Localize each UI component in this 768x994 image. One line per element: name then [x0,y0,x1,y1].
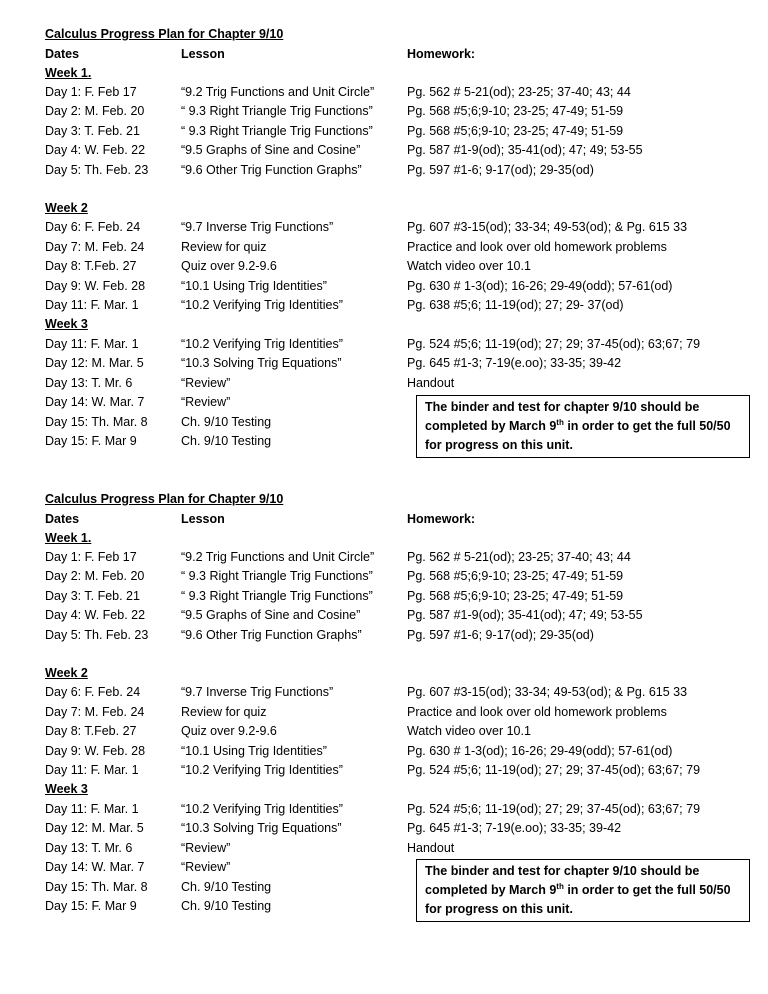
row-lesson: “10.2 Verifying Trig Identities” [181,298,343,312]
row-date: Day 15: F. Mar 9 [45,434,137,448]
row-lesson: “ 9.3 Right Triangle Trig Functions” [181,124,373,138]
row-date: Day 14: W. Mar. 7 [45,395,145,409]
row-lesson: Quiz over 9.2-9.6 [181,259,277,273]
row-homework: Pg. 568 #5;6;9-10; 23-25; 47-49; 51-59 [407,589,624,603]
row-date: Day 8: T.Feb. 27 [45,724,137,738]
row-lesson: Review for quiz [181,705,267,719]
row-homework: Pg. 568 #5;6;9-10; 23-25; 47-49; 51-59 [407,104,624,118]
note-superscript: th [556,417,564,427]
week-label: Week 2 [45,201,88,215]
row-homework: Pg. 607 #3-15(od); 33-34; 49-53(od); & Pg. 615 33 [407,685,688,699]
row-homework: Handout [407,841,455,855]
row-date: Day 15: Th. Mar. 8 [45,415,148,429]
completion-note-box [416,859,750,922]
row-date: Day 12: M. Mar. 5 [45,356,144,370]
row-lesson: “Review” [181,376,231,390]
row-homework: Pg. 607 #3-15(od); 33-34; 49-53(od); & Pg. 615 33 [407,220,688,234]
header-lesson: Lesson [181,47,225,61]
row-date: Day 4: W. Feb. 22 [45,143,146,157]
row-lesson: “Review” [181,841,231,855]
row-date: Day 13: T. Mr. 6 [45,841,133,855]
row-homework: Pg. 568 #5;6;9-10; 23-25; 47-49; 51-59 [407,124,624,138]
row-lesson: “10.2 Verifying Trig Identities” [181,763,343,777]
row-homework: Pg. 638 #5;6; 11-19(od); 27; 29- 37(od) [407,298,624,312]
row-date: Day 15: F. Mar 9 [45,899,137,913]
header-lesson: Lesson [181,512,225,526]
row-date: Day 3: T. Feb. 21 [45,589,140,603]
row-date: Day 5: Th. Feb. 23 [45,628,149,642]
row-lesson: “10.2 Verifying Trig Identities” [181,337,343,351]
note-text-end: in order to get the full 50/50 for progress on this unit. [425,419,731,452]
row-lesson: Ch. 9/10 Testing [181,434,272,448]
header-dates: Dates [45,47,80,61]
note-text-end: in order to get the full 50/50 for progress on this unit. [425,883,731,916]
week-label: Week 3 [45,317,88,331]
row-homework: Pg. 597 #1-6; 9-17(od); 29-35(od) [407,628,594,642]
row-lesson: “9.2 Trig Functions and Unit Circle” [181,85,375,99]
row-date: Day 9: W. Feb. 28 [45,744,146,758]
row-lesson: “10.2 Verifying Trig Identities” [181,802,343,816]
row-homework: Pg. 524 #5;6; 11-19(od); 27; 29; 37-45(od); 63;67; 79 [407,337,701,351]
plan-title: Calculus Progress Plan for Chapter 9/10 [45,492,284,506]
row-lesson: “9.7 Inverse Trig Functions” [181,685,334,699]
row-homework: Pg. 645 #1-3; 7-19(e.oo); 33-35; 39-42 [407,356,622,370]
row-date: Day 11: F. Mar. 1 [45,298,139,312]
row-homework: Pg. 562 # 5-21(od); 23-25; 37-40; 43; 44 [407,85,631,99]
row-homework: Practice and look over old homework problems [407,240,667,254]
completion-note-box [416,395,750,458]
row-homework: Practice and look over old homework problems [407,705,667,719]
week-label: Week 1. [45,531,92,545]
row-lesson: “ 9.3 Right Triangle Trig Functions” [181,569,373,583]
row-homework: Pg. 524 #5;6; 11-19(od); 27; 29; 37-45(od); 63;67; 79 [407,763,701,777]
row-date: Day 4: W. Feb. 22 [45,608,146,622]
row-lesson: Review for quiz [181,240,267,254]
row-lesson: “9.6 Other Trig Function Graphs” [181,163,362,177]
row-homework: Watch video over 10.1 [407,724,531,738]
row-homework: Handout [407,376,455,390]
row-homework: Pg. 562 # 5-21(od); 23-25; 37-40; 43; 44 [407,550,631,564]
header-dates: Dates [45,512,80,526]
row-lesson: “Review” [181,860,231,874]
row-lesson: Quiz over 9.2-9.6 [181,724,277,738]
row-date: Day 6: F. Feb. 24 [45,685,141,699]
row-lesson: Ch. 9/10 Testing [181,899,272,913]
row-date: Day 12: M. Mar. 5 [45,821,144,835]
row-lesson: “10.3 Solving Trig Equations” [181,356,342,370]
row-homework: Pg. 524 #5;6; 11-19(od); 27; 29; 37-45(od); 63;67; 79 [407,802,701,816]
row-lesson: “9.6 Other Trig Function Graphs” [181,628,362,642]
row-lesson: “ 9.3 Right Triangle Trig Functions” [181,589,373,603]
row-date: Day 11: F. Mar. 1 [45,337,139,351]
header-homework: Homework: [407,47,476,61]
row-homework: Pg. 597 #1-6; 9-17(od); 29-35(od) [407,163,594,177]
row-date: Day 14: W. Mar. 7 [45,860,145,874]
row-date: Day 2: M. Feb. 20 [45,104,145,118]
note-text: The binder and test for chapter 9/10 should be completed by March 9 [425,400,700,433]
row-lesson: “9.5 Graphs of Sine and Cosine” [181,143,361,157]
week-label: Week 1. [45,66,92,80]
week-label: Week 3 [45,782,88,796]
row-date: Day 15: Th. Mar. 8 [45,880,148,894]
row-date: Day 5: Th. Feb. 23 [45,163,149,177]
row-date: Day 6: F. Feb. 24 [45,220,141,234]
row-date: Day 13: T. Mr. 6 [45,376,133,390]
row-homework: Pg. 587 #1-9(od); 35-41(od); 47; 49; 53-55 [407,608,643,622]
header-homework: Homework: [407,512,476,526]
row-date: Day 3: T. Feb. 21 [45,124,140,138]
row-date: Day 9: W. Feb. 28 [45,279,146,293]
row-date: Day 11: F. Mar. 1 [45,802,139,816]
row-date: Day 1: F. Feb 17 [45,85,137,99]
row-date: Day 8: T.Feb. 27 [45,259,137,273]
row-lesson: “9.2 Trig Functions and Unit Circle” [181,550,375,564]
row-lesson: Ch. 9/10 Testing [181,415,272,429]
row-lesson: “10.1 Using Trig Identities” [181,279,327,293]
row-homework: Watch video over 10.1 [407,259,531,273]
row-lesson: “10.1 Using Trig Identities” [181,744,327,758]
row-date: Day 7: M. Feb. 24 [45,240,145,254]
note-superscript: th [556,881,564,891]
row-lesson: “10.3 Solving Trig Equations” [181,821,342,835]
note-text: The binder and test for chapter 9/10 should be completed by March 9 [425,864,700,897]
plan-title: Calculus Progress Plan for Chapter 9/10 [45,27,284,41]
row-lesson: “9.5 Graphs of Sine and Cosine” [181,608,361,622]
row-homework: Pg. 645 #1-3; 7-19(e.oo); 33-35; 39-42 [407,821,622,835]
row-date: Day 11: F. Mar. 1 [45,763,139,777]
row-lesson: “Review” [181,395,231,409]
row-homework: Pg. 630 # 1-3(od); 16-26; 29-49(odd); 57-61(od) [407,744,673,758]
row-date: Day 2: M. Feb. 20 [45,569,145,583]
week-label: Week 2 [45,666,88,680]
row-date: Day 1: F. Feb 17 [45,550,137,564]
row-homework: Pg. 630 # 1-3(od); 16-26; 29-49(odd); 57-61(od) [407,279,673,293]
row-homework: Pg. 568 #5;6;9-10; 23-25; 47-49; 51-59 [407,569,624,583]
row-date: Day 7: M. Feb. 24 [45,705,145,719]
row-homework: Pg. 587 #1-9(od); 35-41(od); 47; 49; 53-55 [407,143,643,157]
row-lesson: “ 9.3 Right Triangle Trig Functions” [181,104,373,118]
row-lesson: Ch. 9/10 Testing [181,880,272,894]
row-lesson: “9.7 Inverse Trig Functions” [181,220,334,234]
